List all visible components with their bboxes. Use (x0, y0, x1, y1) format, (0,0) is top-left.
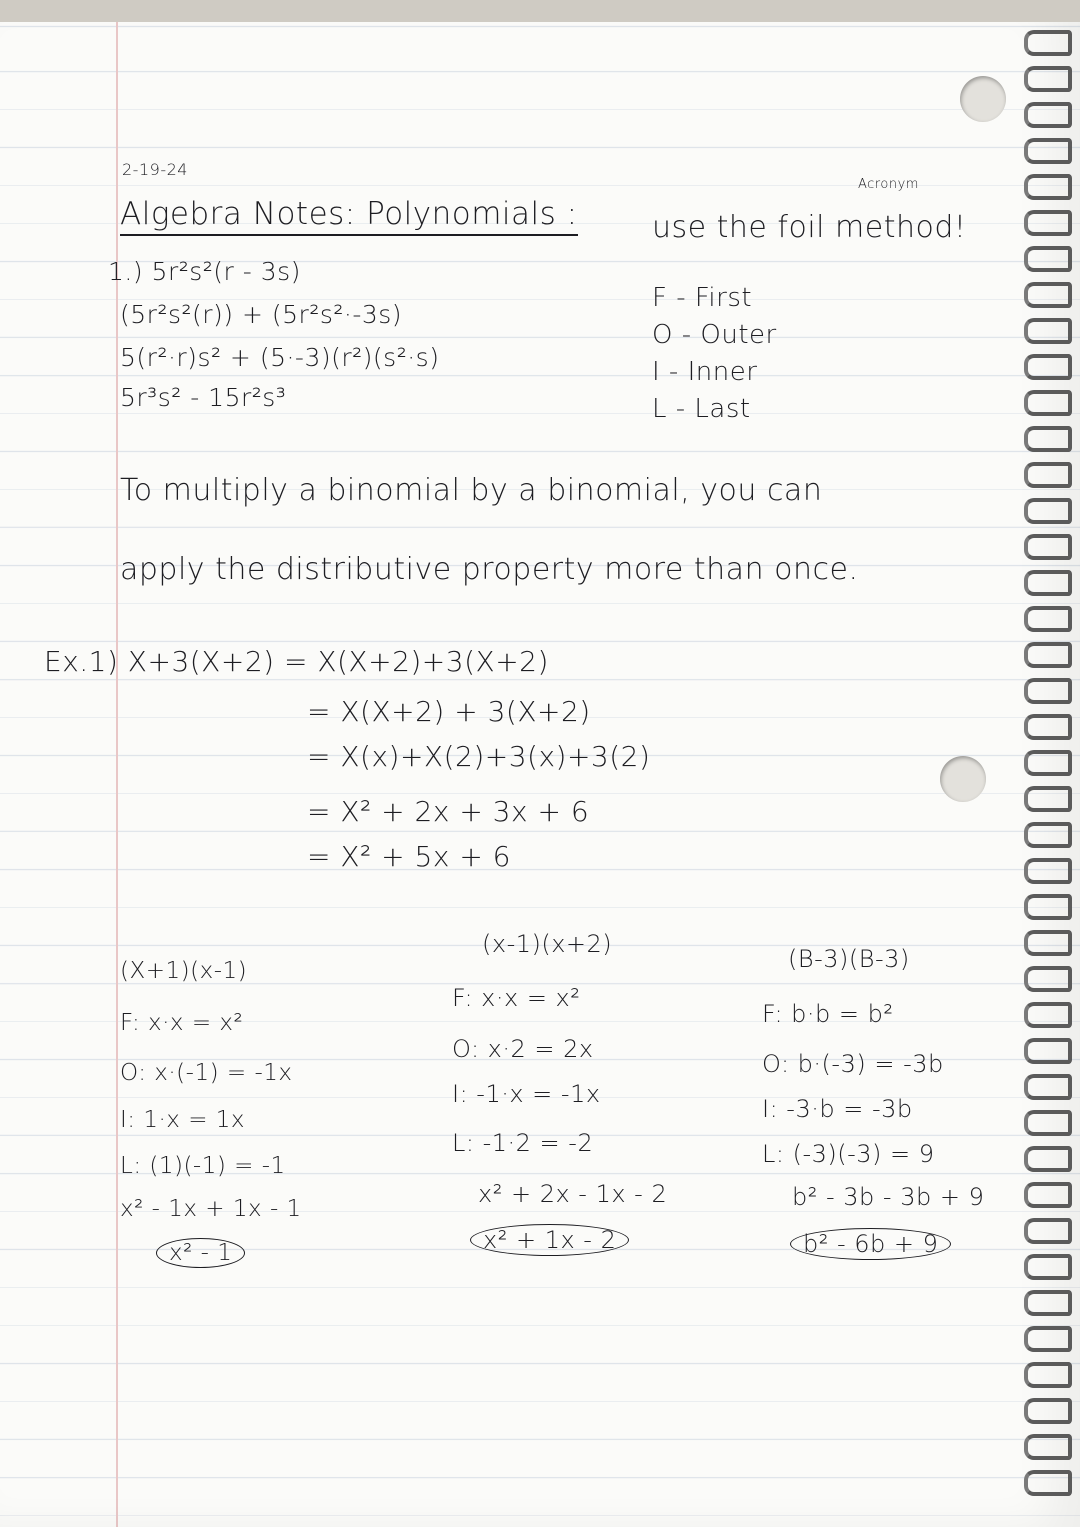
torn-top-edge (0, 0, 1080, 22)
foil-col2-line: x² + 2x - 1x - 2 (478, 1180, 668, 1208)
spiral-coil (1024, 1254, 1072, 1280)
spiral-coil (1024, 30, 1072, 56)
punch-hole-middle (940, 756, 986, 802)
spiral-coil (1024, 246, 1072, 272)
spiral-coil (1024, 714, 1072, 740)
spiral-coil (1024, 1218, 1072, 1244)
page-title: Algebra Notes: Polynomials : (120, 196, 578, 236)
spiral-coil (1024, 822, 1072, 848)
foil-col3-line: L: (-3)(-3) = 9 (762, 1140, 935, 1168)
spiral-coil (1024, 534, 1072, 560)
foil-col3-line: F: b·b = b² (762, 1000, 894, 1028)
spiral-coil (1024, 138, 1072, 164)
foil-col1-line: x² - 1x + 1x - 1 (120, 1196, 302, 1222)
spiral-coil (1024, 1038, 1072, 1064)
foil-col1-line: (X+1)(x-1) (120, 958, 248, 984)
foil-col2-line: F: x·x = x² (452, 984, 581, 1012)
spiral-coil (1024, 1398, 1072, 1424)
spiral-coil (1024, 858, 1072, 884)
note-date: 2-19-24 (122, 160, 188, 179)
foil-item-outer: O - Outer (652, 320, 777, 350)
spiral-coil (1024, 1362, 1072, 1388)
spiral-coil (1024, 498, 1072, 524)
example-line: = X² + 5x + 6 (307, 840, 511, 873)
foil-item-first: F - First (652, 283, 753, 313)
problem1-line: (5r²s²(r)) + (5r²s²·-3s) (120, 300, 403, 329)
foil-heading: use the foil method! (652, 210, 967, 245)
spiral-coil (1024, 606, 1072, 632)
example-line: Ex.1) X+3(X+2) = X(X+2)+3(X+2) (44, 645, 549, 678)
paragraph-line: To multiply a binomial by a binomial, you can (120, 473, 823, 508)
spiral-coil (1024, 426, 1072, 452)
spiral-coil (1024, 678, 1072, 704)
foil-col1-line: L: (1)(-1) = -1 (120, 1153, 286, 1179)
spiral-coil (1024, 102, 1072, 128)
spiral-coil (1024, 174, 1072, 200)
foil-col3-line: (B-3)(B-3) (788, 945, 910, 973)
spiral-coil (1024, 750, 1072, 776)
spiral-coil (1024, 570, 1072, 596)
foil-col2-line: O: x·2 = 2x (452, 1035, 594, 1063)
spiral-coil (1024, 642, 1072, 668)
foil-col3-answer: b² - 6b + 9 (790, 1228, 951, 1260)
example-line: = X² + 2x + 3x + 6 (307, 795, 590, 828)
spiral-coil (1024, 966, 1072, 992)
foil-col2-line: I: -1·x = -1x (452, 1080, 601, 1108)
spiral-coil (1024, 354, 1072, 380)
foil-item-inner: I - Inner (652, 357, 758, 387)
spiral-coil (1024, 1146, 1072, 1172)
spiral-coil (1024, 894, 1072, 920)
foil-col1-line: F: x·x = x² (120, 1010, 244, 1036)
spiral-coil (1024, 786, 1072, 812)
problem1-line: 5r³s² - 15r²s³ (120, 383, 287, 412)
paragraph-line: apply the distributive property more than once. (120, 552, 859, 587)
foil-col2-line: L: -1·2 = -2 (452, 1129, 594, 1157)
foil-col1-answer: x² - 1 (156, 1238, 245, 1268)
spiral-coil (1024, 390, 1072, 416)
example-line: = X(X+2) + 3(X+2) (307, 695, 591, 728)
spiral-coil (1024, 1074, 1072, 1100)
spiral-coil (1024, 1470, 1072, 1496)
problem1-line: 1.) 5r²s²(r - 3s) (108, 257, 301, 286)
spiral-coil (1024, 1002, 1072, 1028)
acronym-note: Acronym (858, 177, 919, 192)
foil-col3-line: b² - 3b - 3b + 9 (792, 1183, 985, 1211)
example-line: = X(x)+X(2)+3(x)+3(2) (307, 740, 651, 773)
foil-col1-line: O: x·(-1) = -1x (120, 1060, 293, 1086)
problem1-line: 5(r²·r)s² + (5·-3)(r²)(s²·s) (120, 343, 440, 372)
spiral-coil (1024, 1110, 1072, 1136)
spiral-coil (1024, 66, 1072, 92)
spiral-coil (1024, 1290, 1072, 1316)
punch-hole-top (960, 76, 1006, 122)
foil-col2-line: (x-1)(x+2) (482, 930, 613, 958)
spiral-binding (1022, 30, 1080, 1520)
spiral-coil (1024, 210, 1072, 236)
spiral-coil (1024, 1434, 1072, 1460)
foil-col3-line: O: b·(-3) = -3b (762, 1050, 944, 1078)
foil-col1-line: I: 1·x = 1x (120, 1107, 246, 1133)
spiral-coil (1024, 318, 1072, 344)
foil-col2-answer: x² + 1x - 2 (470, 1224, 629, 1256)
spiral-coil (1024, 1326, 1072, 1352)
spiral-coil (1024, 1182, 1072, 1208)
foil-item-last: L - Last (652, 394, 751, 424)
spiral-coil (1024, 282, 1072, 308)
spiral-coil (1024, 930, 1072, 956)
foil-col3-line: I: -3·b = -3b (762, 1095, 913, 1123)
spiral-coil (1024, 462, 1072, 488)
